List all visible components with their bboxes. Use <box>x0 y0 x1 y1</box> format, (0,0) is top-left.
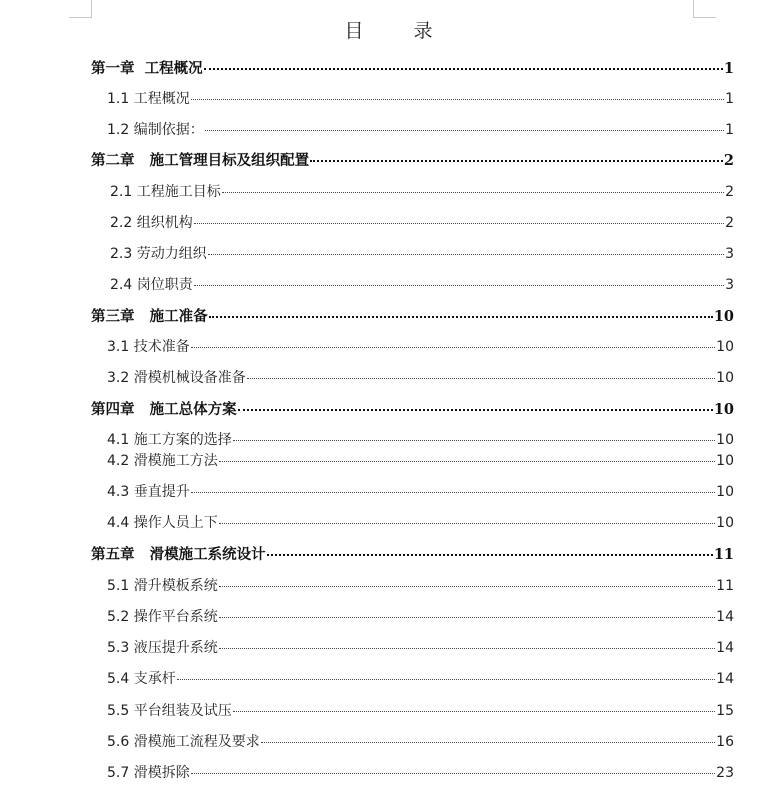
toc-entry-text: 第三章 施工准备 <box>91 308 208 325</box>
toc-entry-text: 2.2 组织机构 <box>110 215 193 231</box>
toc-dot-leader <box>177 679 715 680</box>
toc-entry-text: 5.3 液压提升系统 <box>107 640 218 656</box>
toc-page-number: 3 <box>725 277 734 293</box>
toc-dot-leader <box>194 285 724 286</box>
toc-entry-text: 2.1 工程施工目标 <box>110 184 221 200</box>
toc-entry-text: 第一章 工程概况 <box>91 60 203 77</box>
toc-page-number: 10 <box>716 515 734 531</box>
toc-entry-text: 2.3 劳动力组织 <box>110 246 207 262</box>
toc-page-number: 10 <box>716 484 734 500</box>
toc-dot-leader <box>219 523 715 524</box>
toc-entry-text: 1.1 工程概况 <box>107 91 190 107</box>
toc-title: 目 录 <box>344 20 455 42</box>
toc-section-entry[interactable] <box>107 429 734 449</box>
toc-entry-text: 5.1 滑升模板系统 <box>107 578 218 594</box>
toc-dot-leader <box>238 409 713 411</box>
toc-dot-leader <box>219 617 715 618</box>
toc-chapter-entry[interactable] <box>91 305 734 325</box>
toc-section-entry[interactable] <box>107 450 734 470</box>
toc-dot-leader <box>247 378 715 379</box>
toc-page-number: 10 <box>713 401 734 418</box>
toc-dot-leader <box>310 160 723 162</box>
toc-page-number: 10 <box>716 453 734 469</box>
toc-page-number: 15 <box>716 703 734 719</box>
toc-entry-text: 3.2 滑模机械设备准备 <box>107 370 246 386</box>
toc-section-entry[interactable] <box>107 762 734 782</box>
toc-dot-leader <box>233 440 715 441</box>
toc-section-entry[interactable] <box>107 700 734 720</box>
toc-page-number: 16 <box>716 734 734 750</box>
toc-page-number: 11 <box>716 578 734 594</box>
toc-dot-leader <box>219 461 715 462</box>
toc-page-number: 1 <box>725 91 734 107</box>
toc-entry-text: 4.1 施工方案的选择 <box>107 432 232 448</box>
toc-section-entry[interactable] <box>110 274 734 294</box>
toc-entry-text: 5.7 滑模拆除 <box>107 765 190 781</box>
toc-page-number: 10 <box>716 432 734 448</box>
toc-entry-text: 2.4 岗位职责 <box>110 277 193 293</box>
toc-page-number: 3 <box>725 246 734 262</box>
toc-section-entry[interactable] <box>107 668 734 688</box>
toc-dot-leader <box>194 223 724 224</box>
toc-page-number: 1 <box>723 60 734 77</box>
toc-section-entry[interactable] <box>107 88 734 108</box>
toc-dot-leader <box>191 773 715 774</box>
toc-section-entry[interactable] <box>107 637 734 657</box>
toc-page-number: 14 <box>716 671 734 687</box>
toc-chapter-entry[interactable] <box>91 543 734 563</box>
toc-section-entry[interactable] <box>107 367 734 387</box>
toc-entry-text: 4.2 滑模施工方法 <box>107 453 218 469</box>
toc-section-entry[interactable] <box>107 119 734 139</box>
toc-dot-leader <box>209 316 713 318</box>
toc-entry-text: 第四章 施工总体方案 <box>91 401 237 418</box>
toc-section-entry[interactable] <box>107 512 734 532</box>
toc-entry-text: 3.1 技术准备 <box>107 339 190 355</box>
toc-page-number: 14 <box>716 640 734 656</box>
toc-entry-text: 第二章 施工管理目标及组织配置 <box>91 152 310 169</box>
toc-page-number: 10 <box>716 370 734 386</box>
toc-dot-leader <box>205 130 724 131</box>
toc-page-number: 2 <box>723 152 734 169</box>
toc-page-number: 1 <box>725 122 734 138</box>
toc-dot-leader <box>233 711 715 712</box>
toc-page-number: 11 <box>713 546 734 563</box>
toc-page-number: 10 <box>713 308 734 325</box>
toc-dot-leader <box>219 648 715 649</box>
toc-entry-text: 1.2 编制依据： <box>107 122 204 138</box>
toc-dot-leader <box>219 586 715 587</box>
toc-page-number: 2 <box>725 215 734 231</box>
toc-page-number: 14 <box>716 609 734 625</box>
toc-entry-text: 5.6 滑模施工流程及要求 <box>107 734 260 750</box>
toc-dot-leader <box>222 192 724 193</box>
toc-page-number: 23 <box>716 765 734 781</box>
toc-section-entry[interactable] <box>107 575 734 595</box>
toc-dot-leader <box>261 742 715 743</box>
toc-chapter-entry[interactable] <box>91 398 734 418</box>
toc-dot-leader <box>191 492 715 493</box>
toc-section-entry[interactable] <box>110 181 734 201</box>
toc-dot-leader <box>267 554 713 556</box>
toc-chapter-entry[interactable] <box>91 149 734 169</box>
toc-dot-leader <box>191 99 724 100</box>
toc-section-entry[interactable] <box>110 212 734 232</box>
toc-entry-text: 5.2 操作平台系统 <box>107 609 218 625</box>
toc-section-entry[interactable] <box>107 481 734 501</box>
toc-chapter-entry[interactable] <box>91 57 734 77</box>
toc-page-number: 2 <box>725 184 734 200</box>
toc-entry-text: 第五章 滑模施工系统设计 <box>91 546 266 563</box>
toc-entry-text: 5.5 平台组装及试压 <box>107 703 232 719</box>
toc-section-entry[interactable] <box>110 243 734 263</box>
toc-section-entry[interactable] <box>107 731 734 751</box>
toc-dot-leader <box>204 68 723 70</box>
toc-section-entry[interactable] <box>107 606 734 626</box>
toc-dot-leader <box>191 347 715 348</box>
toc-entry-text: 4.3 垂直提升 <box>107 484 190 500</box>
toc-entry-text: 5.4 支承杆 <box>107 671 176 687</box>
toc-entry-text: 4.4 操作人员上下 <box>107 515 218 531</box>
toc-dot-leader <box>208 254 724 255</box>
toc-section-entry[interactable] <box>107 336 734 356</box>
toc-page-number: 10 <box>716 339 734 355</box>
